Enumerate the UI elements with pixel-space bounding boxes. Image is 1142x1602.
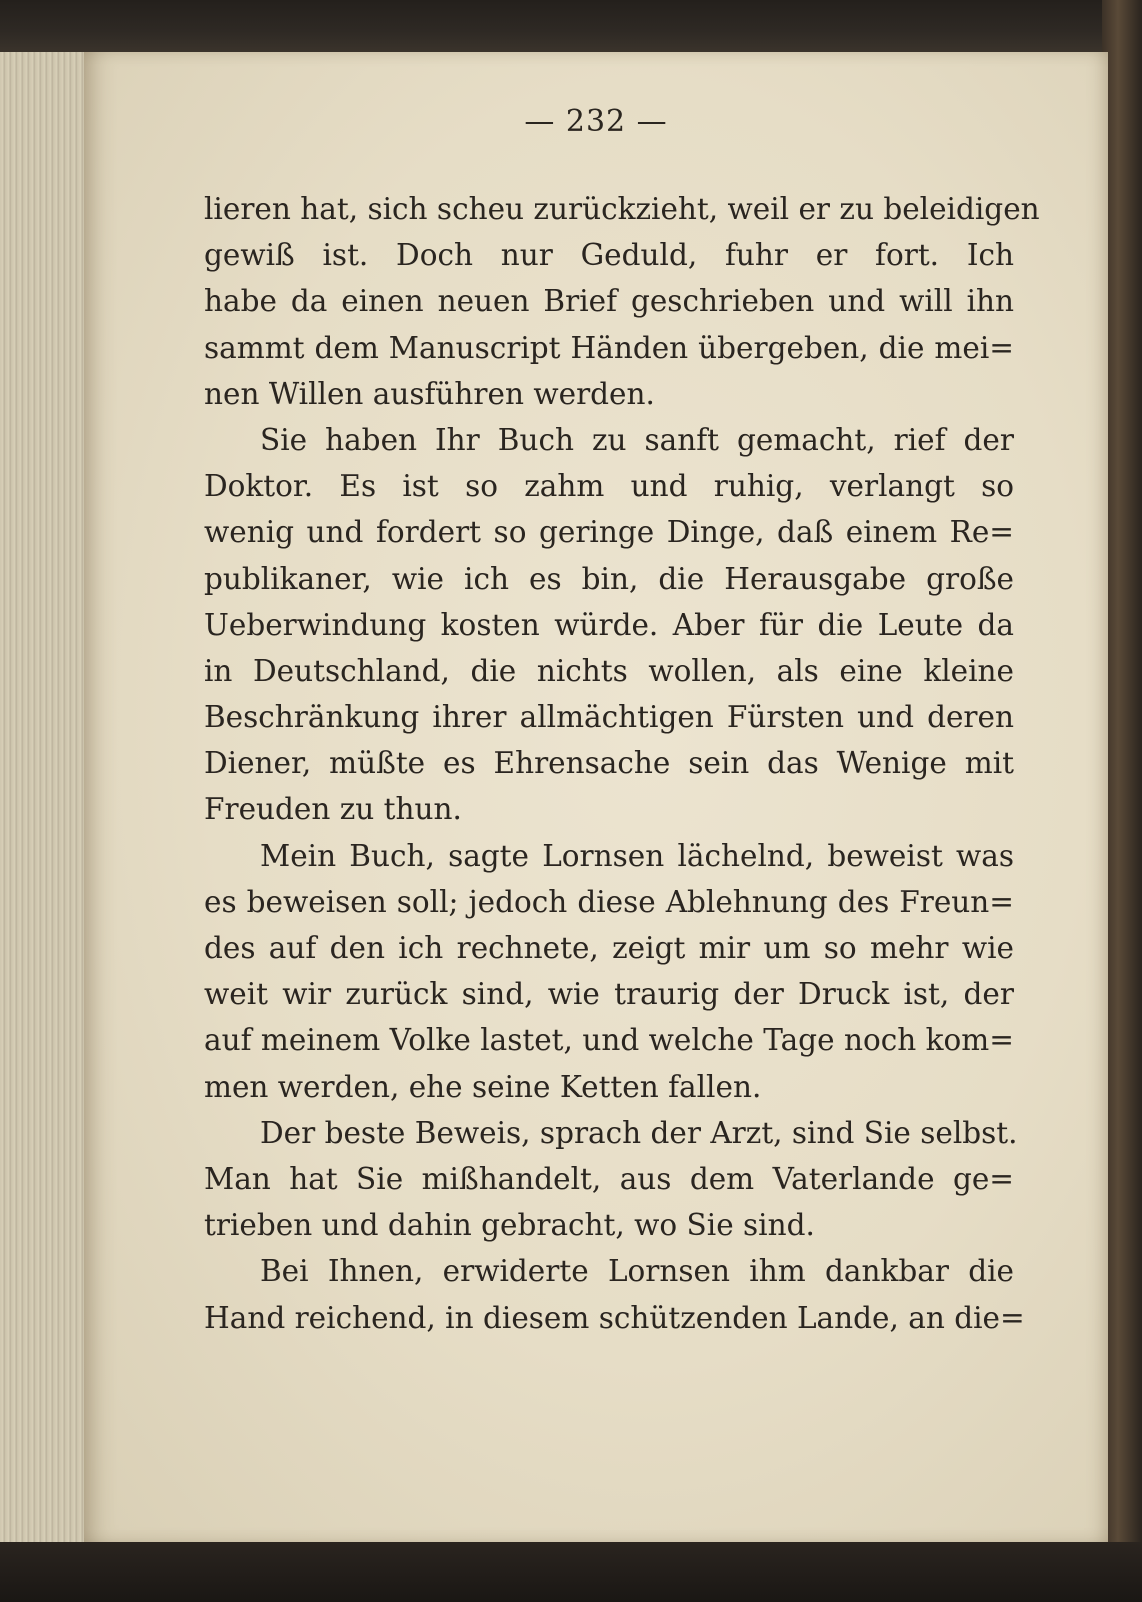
book-top-edge <box>0 0 1142 52</box>
book-cover-edge <box>1102 0 1142 1602</box>
text-line: Diener, müßte es Ehrensache sein das Wenige mit <box>204 746 1014 781</box>
text-line: Man hat Sie mißhandelt, aus dem Vaterlande ge= <box>204 1161 1014 1196</box>
text-line: gewiß ist. Doch nur Geduld, fuhr er fort. Ich <box>204 238 1014 273</box>
text-line: publikaner, wie ich es bin, die Herausgabe große <box>204 561 1014 596</box>
text-line: Mein Buch, sagte Lornsen lächelnd, beweist was <box>260 838 1014 873</box>
book-bottom-edge <box>0 1542 1142 1602</box>
text-line: in Deutschland, die nichts wollen, als eine kleine <box>204 653 1014 688</box>
text-line: habe da einen neuen Brief geschrieben und will ihn <box>204 284 1014 319</box>
text-line: trieben und dahin gebracht, wo Sie sind. <box>204 1208 815 1243</box>
text-line: sammt dem Manuscript Händen übergeben, die mei= <box>204 330 1014 365</box>
text-line: wenig und fordert so geringe Dinge, daß einem Re= <box>204 515 1014 550</box>
text-line: Ueberwindung kosten würde. Aber für die Leute da <box>204 607 1014 642</box>
text-line: Hand reichend, in diesem schützenden Lande, an die= <box>204 1300 1025 1335</box>
text-line: Beschränkung ihrer allmächtigen Fürsten und deren <box>204 700 1014 735</box>
text-line: Bei Ihnen, erwiderte Lornsen ihm dankbar die <box>260 1254 1014 1289</box>
text-line: Freuden zu thun. <box>204 792 462 827</box>
text-line: men werden, ehe seine Ketten fallen. <box>204 1069 762 1104</box>
body-text <box>204 186 1040 1341</box>
text-line: Sie haben Ihr Buch zu sanft gemacht, rief der <box>260 422 1014 457</box>
page-stack-edge <box>0 52 86 1542</box>
text-line: weit wir zurück sind, wie traurig der Druck ist, der <box>204 977 1014 1012</box>
page-number: — 232 — <box>524 104 668 139</box>
text-line: es beweisen soll; jedoch diese Ablehnung des Freun= <box>204 884 1014 919</box>
book-page <box>84 52 1108 1542</box>
text-line: lieren hat, sich scheu zurückzieht, weil er zu beleidigen <box>204 192 1040 226</box>
text-line: auf meinem Volke lastet, und welche Tage noch kom= <box>204 1023 1014 1058</box>
text-line: des auf den ich rechnete, zeigt mir um so mehr wie <box>204 931 1014 965</box>
text-line: Doktor. Es ist so zahm und ruhig, verlangt so <box>204 469 1014 504</box>
text-line: nen Willen ausführen werden. <box>204 376 655 411</box>
text-line: Der beste Beweis, sprach der Arzt, sind Sie selbst. <box>260 1115 1018 1150</box>
